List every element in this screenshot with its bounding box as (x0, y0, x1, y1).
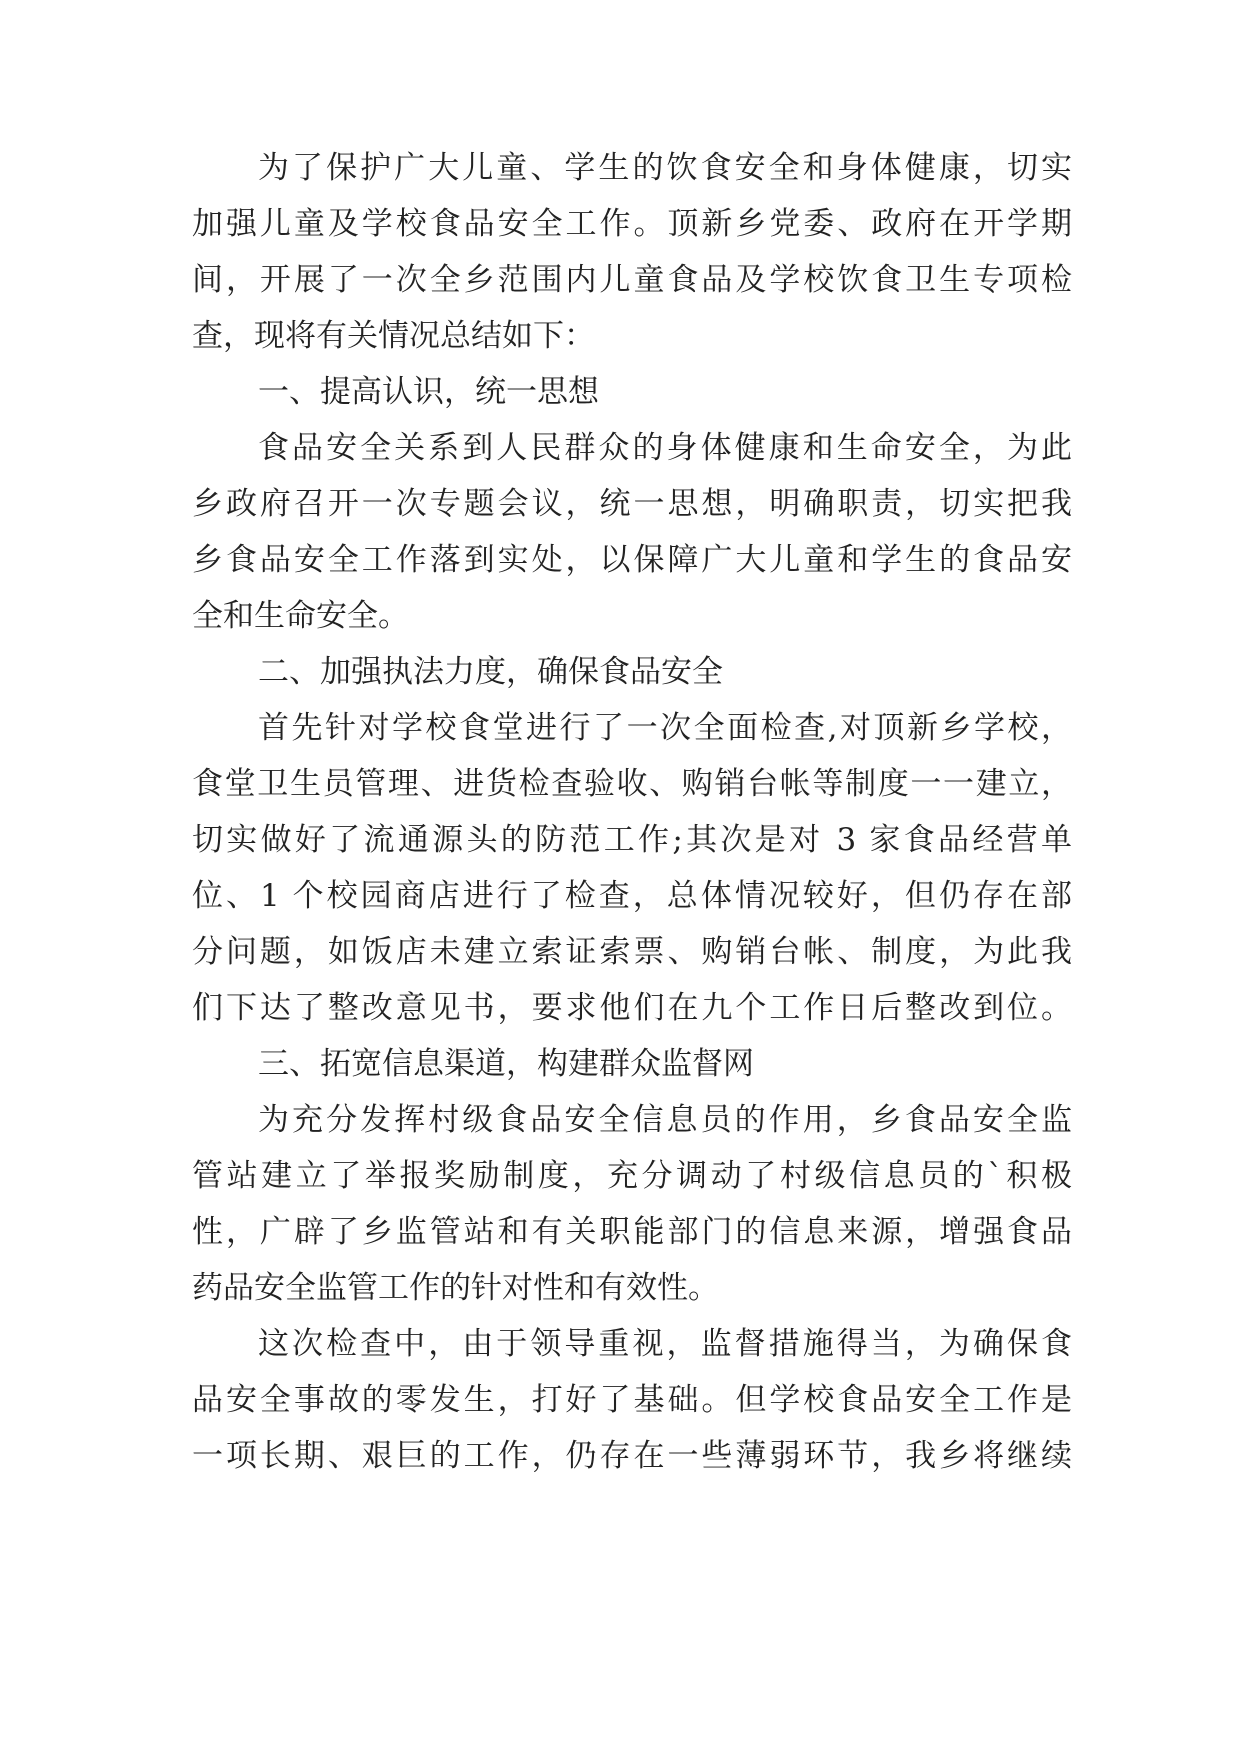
section-heading-2: 二、加强执法力度，确保食品安全 (258, 654, 723, 690)
paragraph-4-line-2: 品安全事故的零发生，打好了基础。但学校食品安全工作是 (192, 1382, 1072, 1418)
paragraph-intro-line-4: 查，现将有关情况总结如下： (192, 318, 595, 354)
paragraph-2-line-3: 切实做好了流通源头的防范工作;其次是对 3 家食品经营单 (192, 822, 1072, 858)
paragraph-1-line-2: 乡政府召开一次专题会议，统一思想，明确职责，切实把我 (192, 486, 1072, 522)
paragraph-2-line-5: 分问题，如饭店未建立索证索票、购销台帐、制度，为此我 (192, 934, 1072, 970)
paragraph-3-line-2: 管站建立了举报奖励制度，充分调动了村级信息员的`积极 (192, 1158, 1072, 1194)
paragraph-intro-line-1: 为了保护广大儿童、学生的饮食安全和身体健康，切实 (258, 150, 1072, 186)
section-heading-3: 三、拓宽信息渠道，构建群众监督网 (258, 1046, 754, 1082)
paragraph-2-line-1: 首先针对学校食堂进行了一次全面检查,对顶新乡学校， (258, 710, 1072, 746)
paragraph-1-line-1: 食品安全关系到人民群众的身体健康和生命安全，为此 (258, 430, 1072, 466)
paragraph-1-line-4: 全和生命安全。 (192, 598, 409, 634)
paragraph-2-line-6: 们下达了整改意见书，要求他们在九个工作日后整改到位。 (192, 990, 1072, 1026)
paragraph-2-line-2: 食堂卫生员管理、进货检查验收、购销台帐等制度一一建立， (192, 766, 1072, 802)
paragraph-3-line-1: 为充分发挥村级食品安全信息员的作用，乡食品安全监 (258, 1102, 1072, 1138)
section-heading-1: 一、提高认识，统一思想 (258, 374, 599, 410)
paragraph-2-line-4: 位、1 个校园商店进行了检查，总体情况较好，但仍存在部 (192, 878, 1072, 914)
paragraph-1-line-3: 乡食品安全工作落到实处，以保障广大儿童和学生的食品安 (192, 542, 1072, 578)
paragraph-4-line-3: 一项长期、艰巨的工作，仍存在一些薄弱环节，我乡将继续 (192, 1438, 1072, 1474)
paragraph-3-line-3: 性，广辟了乡监管站和有关职能部门的信息来源，增强食品 (192, 1214, 1072, 1250)
paragraph-3-line-4: 药品安全监管工作的针对性和有效性。 (192, 1270, 719, 1306)
paragraph-intro-line-3: 间，开展了一次全乡范围内儿童食品及学校饮食卫生专项检 (192, 262, 1072, 298)
paragraph-4-line-1: 这次检查中，由于领导重视，监督措施得当，为确保食 (258, 1326, 1072, 1362)
paragraph-intro-line-2: 加强儿童及学校食品安全工作。顶新乡党委、政府在开学期 (192, 206, 1072, 242)
